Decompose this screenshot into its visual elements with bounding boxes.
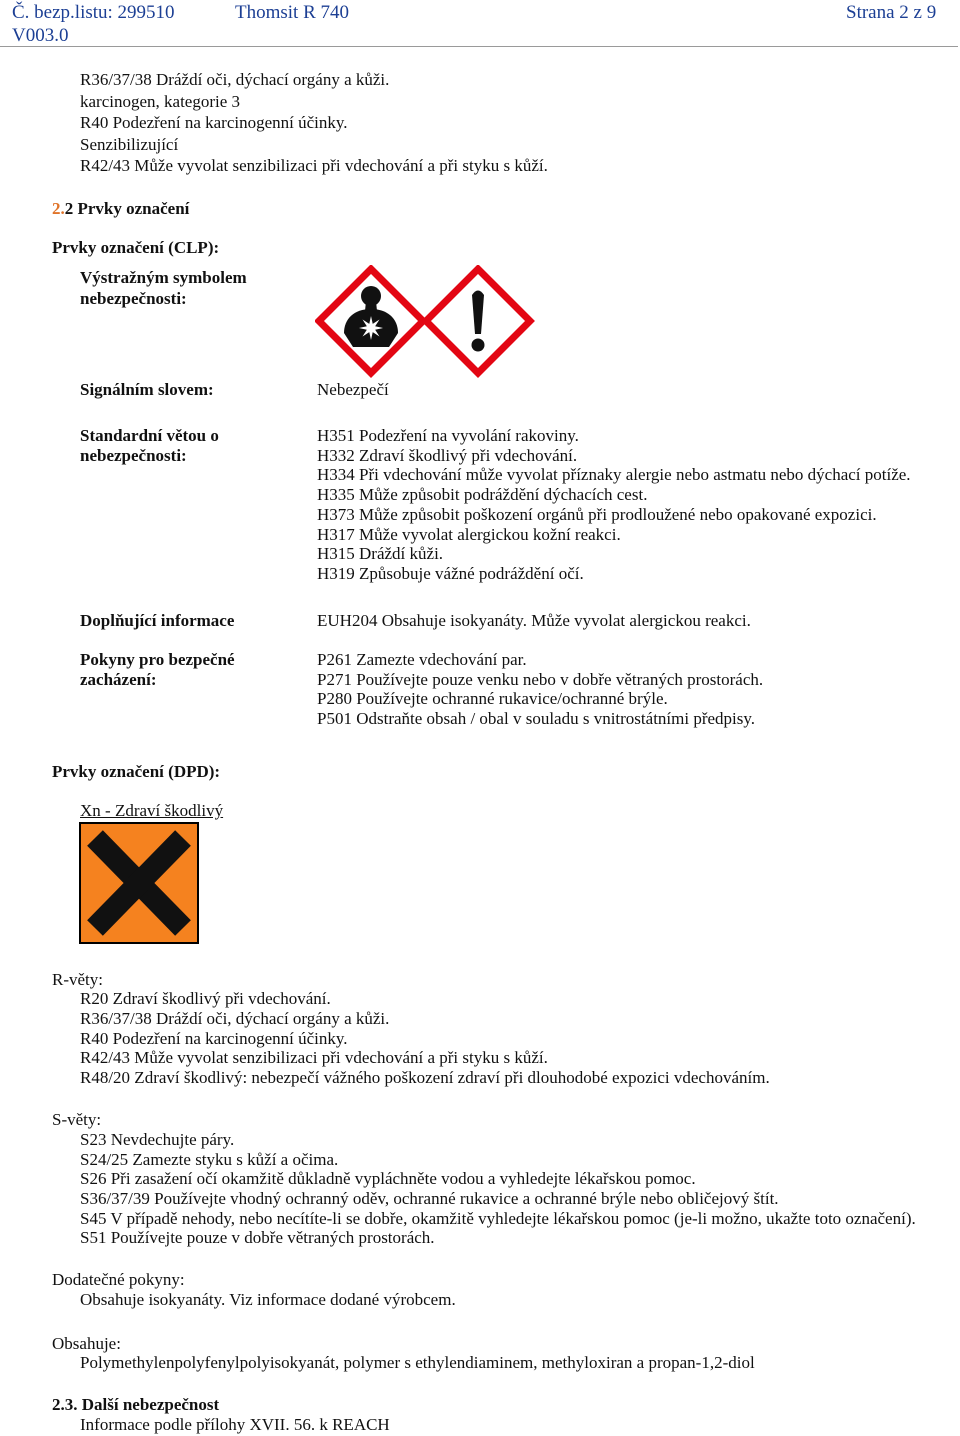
precautionary-label (80, 650, 235, 690)
hazard-statement: H317 Může vyvolat alergickou kožní reakci. (317, 524, 621, 544)
section-2-3-title: 2.3. Další nebezpečnost (52, 1395, 220, 1414)
label-line: zacházení: (80, 670, 157, 689)
pictograms-label (80, 267, 247, 309)
header-divider (0, 46, 958, 47)
precautionary-statement: P261 Zamezte vdechování par. (317, 650, 527, 669)
r-phrases-label: R-věty: (52, 970, 103, 989)
s-phrase: S23 Nevdechujte páry. (80, 1130, 235, 1150)
r-phrase: R36/37/38 Dráždí oči, dýchací orgány a kůži. (80, 1008, 390, 1028)
hazard-statements-list (317, 426, 911, 584)
precautionary-statement: P501 Odstraňte obsah / obal v souladu s vnitrostátními předpisy. (317, 709, 756, 729)
label-line: Standardní větou o (80, 426, 219, 445)
intro-line: karcinogen, kategorie 3 (80, 91, 241, 111)
exclamation-mark-icon (426, 269, 530, 373)
intro-lines (80, 69, 548, 177)
section-2-2-title: 2.2 Prvky označení (52, 199, 190, 218)
label-line: nebezpečnosti: (80, 446, 187, 465)
additional-label: Dodatečné pokyny: (52, 1270, 185, 1289)
intro-line: Senzibilizující (80, 134, 179, 154)
signal-word: Nebezpečí (317, 380, 389, 399)
clp-title: Prvky označení (CLP): (52, 238, 220, 257)
page-number: Strana 2 z 9 (846, 2, 937, 23)
hazard-statement: H373 Může způsobit poškození orgánů při prodloužené nebo opakované expozici. (317, 504, 877, 524)
r-phrases-list (80, 989, 770, 1088)
precautionary-statements-list (317, 650, 763, 729)
ghs-pictograms (315, 265, 535, 378)
s-phrase: S45 V případě nehody, nebo necítíte-li se dobře, okamžitě vyhledejte lékařskou pomoc (je-li možno, ukažte toto označení). (80, 1208, 916, 1228)
s-phrases-list (80, 1130, 916, 1248)
r-phrase: R42/43 Může vyvolat senzibilizaci při vdechování a při styku s kůží. (80, 1048, 548, 1068)
hazard-statement: H351 Podezření na vyvolání rakoviny. (317, 426, 579, 445)
contains-text: Polymethylenpolyfenylpolyisokyanát, polymer s ethylendiaminem, methyloxiran a propan-1,2-diol (80, 1353, 755, 1372)
intro-line: R40 Podezření na karcinogenní účinky. (80, 113, 348, 132)
sheet-number: Č. bezp.listu: 299510 (12, 2, 175, 23)
r-phrase: R20 Zdraví škodlivý při vdechování. (80, 989, 331, 1009)
hazard-statement: H335 Může způsobit podráždění dýchacích cest. (317, 485, 648, 505)
s-phrases-label: S-věty: (52, 1110, 102, 1129)
hazard-statement: H334 Při vdechování může vyvolat příznaky alergie nebo astmatu nebo dýchací potíže. (317, 465, 911, 485)
contains-label: Obsahuje: (52, 1334, 121, 1353)
s-phrase: S51 Používejte pouze v dobře větraných prostorách. (80, 1228, 435, 1248)
version: V003.0 (12, 25, 69, 46)
dpd-symbol-label: Xn - Zdraví škodlivý (80, 801, 224, 820)
harmful-x-icon (79, 822, 199, 944)
hazard-statements-label (80, 426, 219, 466)
additional-text: Obsahuje isokyanáty. Viz informace dodané výrobcem. (80, 1290, 456, 1309)
supplemental-info: EUH204 Obsahuje isokyanáty. Může vyvolat alergickou reakci. (317, 611, 751, 630)
hazard-statement: H315 Dráždí kůži. (317, 544, 444, 564)
s-phrase: S24/25 Zamezte styku s kůží a očima. (80, 1149, 339, 1169)
signal-word-label: Signálním slovem: (80, 380, 214, 399)
intro-line: R42/43 Může vyvolat senzibilizaci při vdechování a při styku s kůží. (80, 156, 548, 175)
dpd-title: Prvky označení (DPD): (52, 762, 221, 781)
intro-line: R36/37/38 Dráždí oči, dýchací orgány a kůži. (80, 70, 390, 89)
health-hazard-icon (319, 269, 423, 373)
precautionary-statement: P280 Používejte ochranné rukavice/ochranné brýle. (317, 689, 668, 709)
supplemental-label: Doplňující informace (80, 611, 235, 630)
precautionary-statement: P271 Používejte pouze venku nebo v dobře větraných prostorách. (317, 669, 764, 689)
label-line: Pokyny pro bezpečné (80, 650, 235, 669)
hazard-statement: H319 Způsobuje vážné podráždění očí. (317, 563, 584, 583)
label-line: Výstražným symbolem (80, 267, 247, 287)
product-name: Thomsit R 740 (235, 2, 350, 23)
r-phrase: R48/20 Zdraví škodlivý: nebezpečí vážného poškození zdraví při dlouhodobé expozici vdechováním. (80, 1068, 770, 1088)
s-phrase: S26 Při zasažení očí okamžitě důkladně vypláchněte vodou a vyhledejte lékařskou pomoc. (80, 1169, 696, 1189)
label-line: nebezpečnosti: (80, 288, 187, 308)
hazard-statement: H332 Zdraví škodlivý při vdechování. (317, 445, 578, 465)
s-phrase: S36/37/39 Používejte vhodný ochranný oděv, ochranné rukavice a ochranné brýle nebo obličejový štít. (80, 1188, 779, 1208)
section-2-3-text: Informace podle přílohy XVII. 56. k REACH (80, 1415, 390, 1434)
r-phrase: R40 Podezření na karcinogenní účinky. (80, 1028, 348, 1048)
